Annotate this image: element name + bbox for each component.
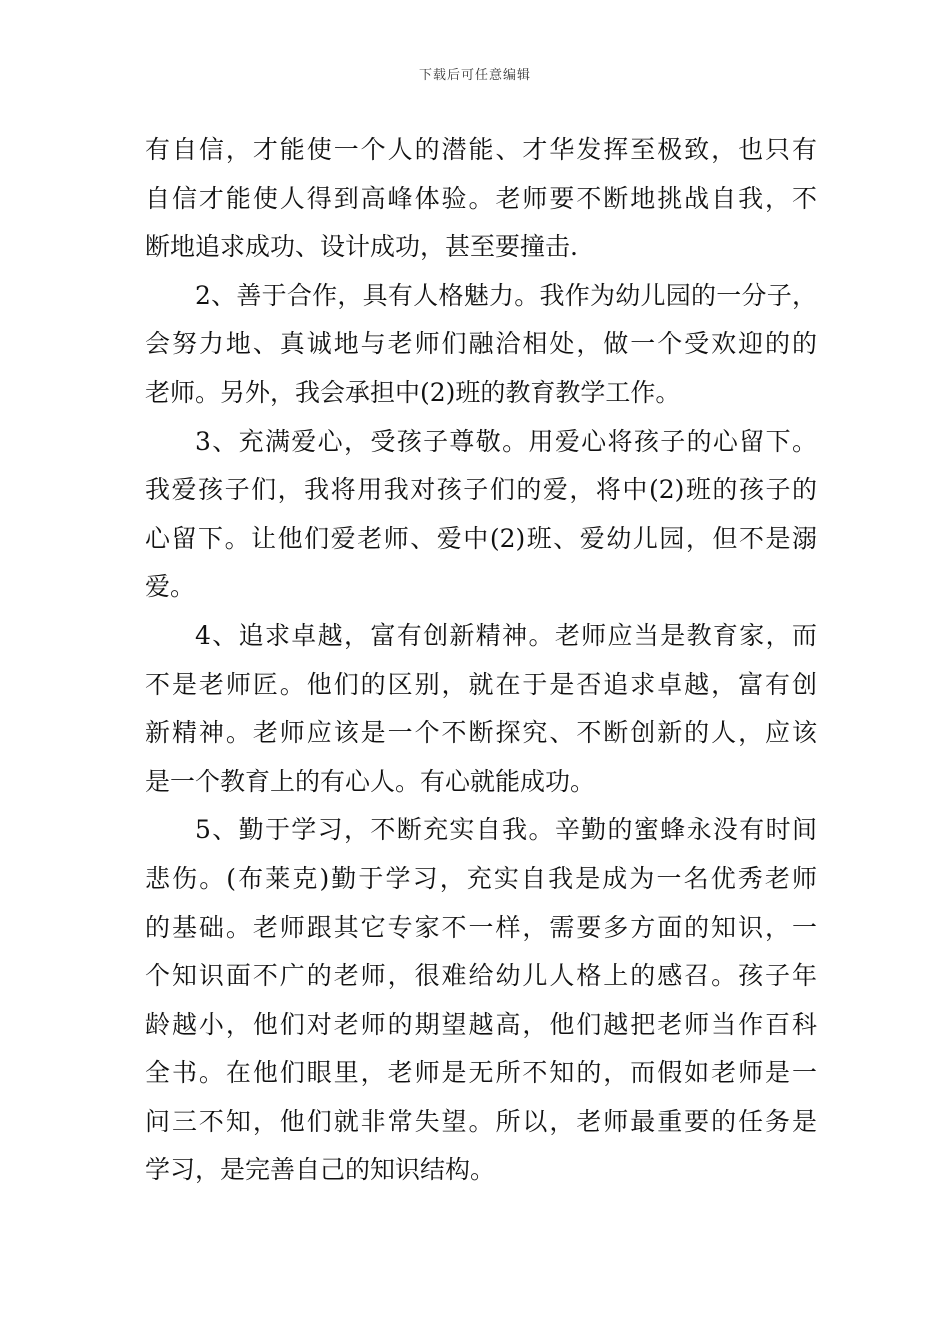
- text-line: 会努力地、真诚地与老师们融洽相处，做一个受欢迎的的: [145, 329, 817, 359]
- text-line: 全书。在他们眼里，老师是无所不知的，而假如老师是一: [145, 1058, 817, 1088]
- document-body: [145, 126, 817, 1195]
- page-header: 下载后可任意编辑: [418, 68, 531, 83]
- text-line: 断地追求成功、设计成功，甚至要撞击.: [145, 232, 578, 262]
- text-line: 爱。: [145, 572, 196, 602]
- text-line: 4、追求卓越，富有创新精神。老师应当是教育家，而: [195, 620, 817, 650]
- text-line: 有自信，才能使一个人的潜能、才华发挥至极致，也只有: [145, 135, 817, 164]
- text-line: 龄越小，他们对老师的期望越高，他们越把老师当作百科: [145, 1009, 817, 1039]
- text-line: 自信才能使人得到高峰体验。老师要不断地挑战自我，不: [145, 183, 817, 213]
- text-line: 不是老师匠。他们的区别，就在于是否追求卓越，富有创: [145, 669, 817, 699]
- text-line: 学习，是完善自己的知识结构。: [145, 1155, 496, 1185]
- text-line: 我爱孩子们，我将用我对孩子们的爱，将中(2)班的孩子的: [145, 475, 817, 505]
- text-line: 新精神。老师应该是一个不断探究、不断创新的人，应该: [145, 718, 817, 748]
- text-line: 3、充满爱心，受孩子尊敬。用爱心将孩子的心留下。: [195, 426, 817, 456]
- text-line: 悲伤。(布莱克)勤于学习，充实自我是成为一名优秀老师: [145, 863, 817, 893]
- text-line: 是一个教育上的有心人。有心就能成功。: [145, 766, 596, 796]
- text-line: 问三不知，他们就非常失望。所以，老师最重要的任务是: [145, 1106, 817, 1136]
- text-line: 心留下。让他们爱老师、爱中(2)班、爱幼儿园，但不是溺: [145, 523, 817, 553]
- text-line: 老师。另外，我会承担中(2)班的教育教学工作。: [145, 377, 681, 407]
- text-line: 的基础。老师跟其它专家不一样，需要多方面的知识，一: [145, 912, 817, 942]
- text-line: 2、善于合作，具有人格魅力。我作为幼儿园的一分子，: [195, 280, 817, 310]
- text-line: 个知识面不广的老师，很难给幼儿人格上的感召。孩子年: [145, 961, 817, 991]
- text-line: 5、勤于学习，不断充实自我。辛勤的蜜蜂永没有时间: [195, 815, 817, 845]
